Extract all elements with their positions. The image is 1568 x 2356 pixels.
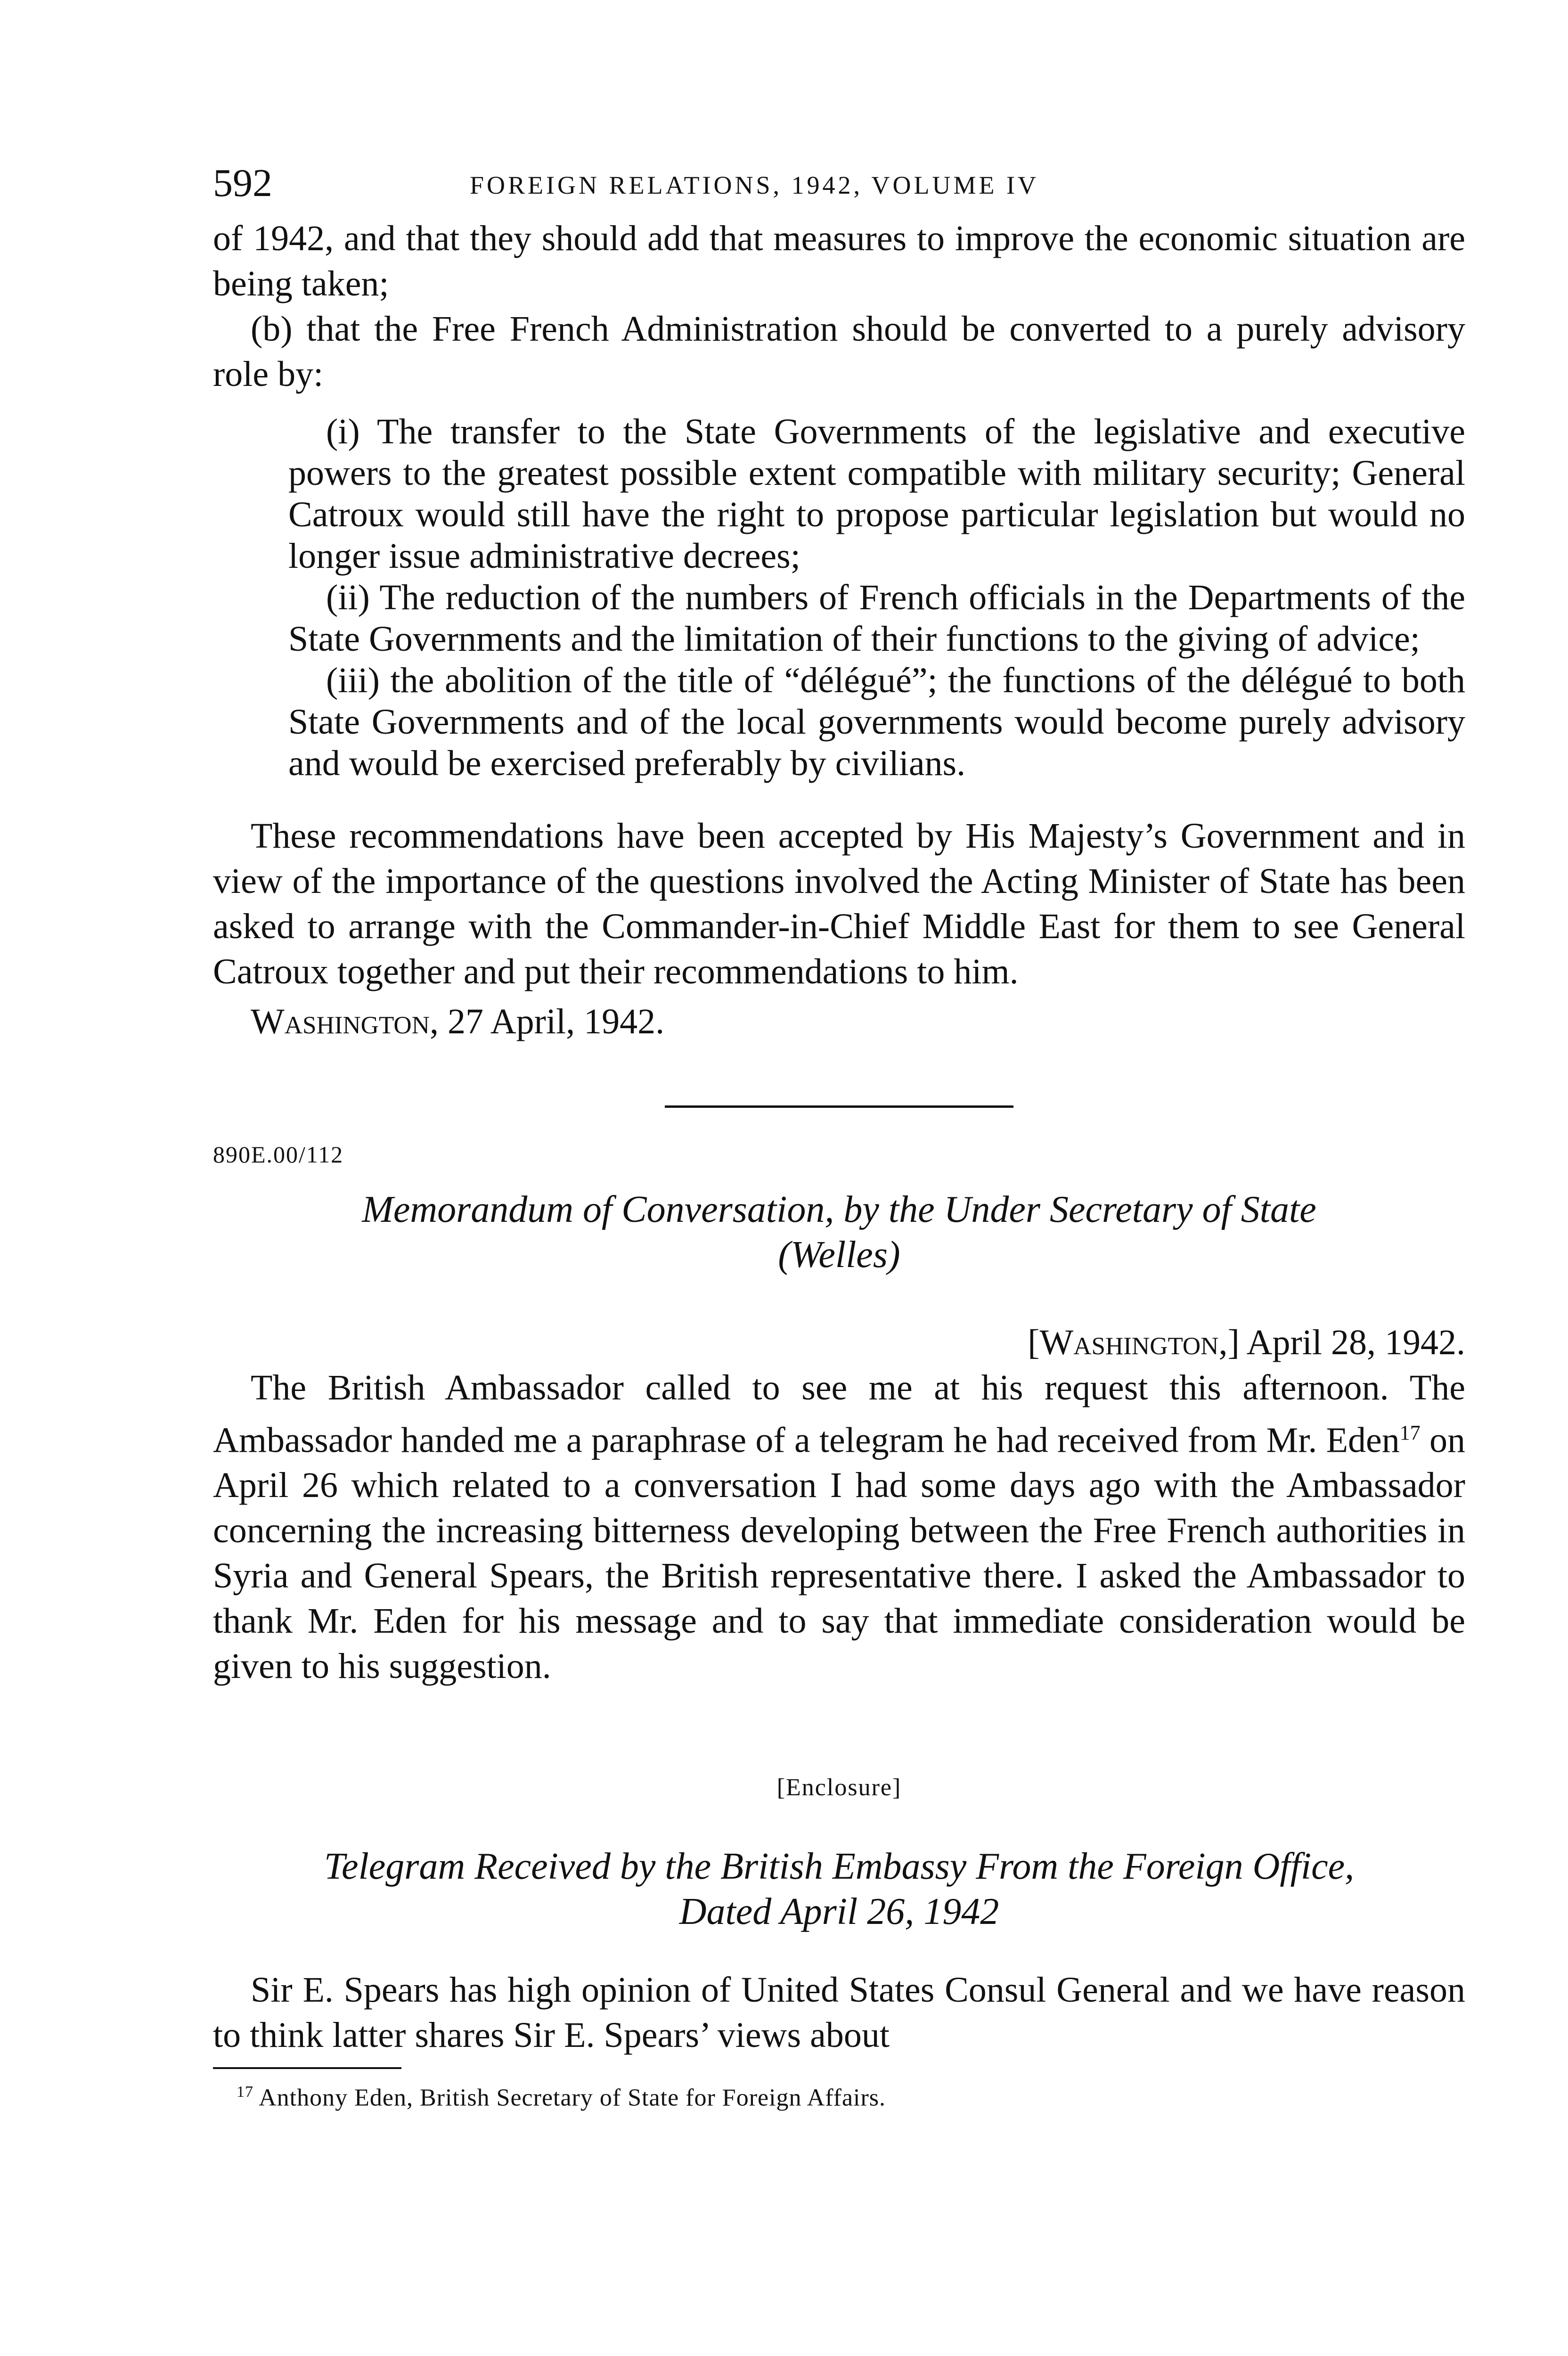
enclosure-label: [Enclosure] xyxy=(776,1774,902,1801)
page-number: 592 xyxy=(213,161,272,205)
item-b-paragraph: (b) that the Free French Administration should be converted to a purely advisory role by: xyxy=(213,309,1465,394)
dateline-place: Washington xyxy=(1039,1323,1219,1362)
recommendations-paragraph: These recommendations have been accepted by His Majesty’s Government and in view of the importance of the questions involved the Acting Minister of State has been asked to arrange with the Commander-in-Chief Middle East for them to see General Catroux together and put their recommendations to him. xyxy=(213,816,1465,991)
signature-place: Washington xyxy=(251,1002,430,1041)
dateline-bracket: [ xyxy=(1028,1323,1040,1362)
memo-title-line2: (Welles) xyxy=(778,1234,900,1276)
enclosure-body: Sir E. Spears has high opinion of United States Consul General and we have reason to think latter shares Sir E. Spears’ views about xyxy=(213,1970,1465,2055)
memo-title xyxy=(213,1187,1465,1277)
footnote-reference: 17 xyxy=(1399,1421,1421,1444)
continuation-paragraph: of 1942, and that they should add that measures to improve the economic situation are being taken; xyxy=(213,219,1465,303)
running-header xyxy=(213,160,1465,212)
running-title: FOREIGN RELATIONS, 1942, VOLUME IV xyxy=(470,171,1039,199)
signature-date: , 27 April, 1942. xyxy=(429,1002,665,1041)
footnote-marker: 17 xyxy=(237,2083,253,2101)
sub-item-list xyxy=(288,411,1465,784)
dateline-date: ,] April 28, 1942. xyxy=(1218,1323,1465,1362)
file-number: 890E.00/112 xyxy=(213,1141,344,1168)
section-separator xyxy=(665,1105,1013,1108)
enclosure-title-line1: Telegram Received by the British Embassy From the Foreign Office, xyxy=(324,1846,1355,1888)
sub-item-ii: (ii) The reduction of the numbers of French officials in the Departments of the State Governments and the limitation of their functions to the giving of advice; xyxy=(288,578,1465,659)
memo-body-part1: The British Ambassador called to see me at his request this afternoon. The Ambassador handed me a paraphrase of a telegram he had received from Mr. Eden xyxy=(213,1368,1465,1460)
memo-body xyxy=(213,1365,1465,1689)
sub-item-i: (i) The transfer to the State Governments of the legislative and executive powers to the greatest possible extent compatible with military security; General Catroux would still have the right to propose particular legislation but would no longer issue administrative decrees; xyxy=(288,412,1465,576)
footnote xyxy=(213,2083,1465,2111)
footnote-rule xyxy=(213,2067,401,2069)
document-page xyxy=(213,160,1465,2112)
signature-line xyxy=(213,999,1465,1044)
footnote-text: Anthony Eden, British Secretary of State for Foreign Affairs. xyxy=(253,2084,886,2111)
memo-dateline xyxy=(213,1320,1465,1365)
memo-title-line1: Memorandum of Conversation, by the Under Secretary of State xyxy=(362,1189,1316,1230)
sub-item-iii: (iii) the abolition of the title of “délégué”; the functions of the délégué to both State Governments and of the local governments would become purely advisory and would be exercised preferably by civilians. xyxy=(288,661,1465,783)
enclosure-title xyxy=(213,1844,1465,1934)
memo-body-part2: on April 26 which related to a conversation I had some days ago with the Ambassador concerning the increasing bitterness developing between the Free French authorities in Syria and General Spears, the British representative there. I asked the Ambassador to thank Mr. Eden for his message and to say that immediate consideration would be given to his suggestion. xyxy=(213,1420,1466,1686)
enclosure-title-line2: Dated April 26, 1942 xyxy=(679,1891,999,1933)
